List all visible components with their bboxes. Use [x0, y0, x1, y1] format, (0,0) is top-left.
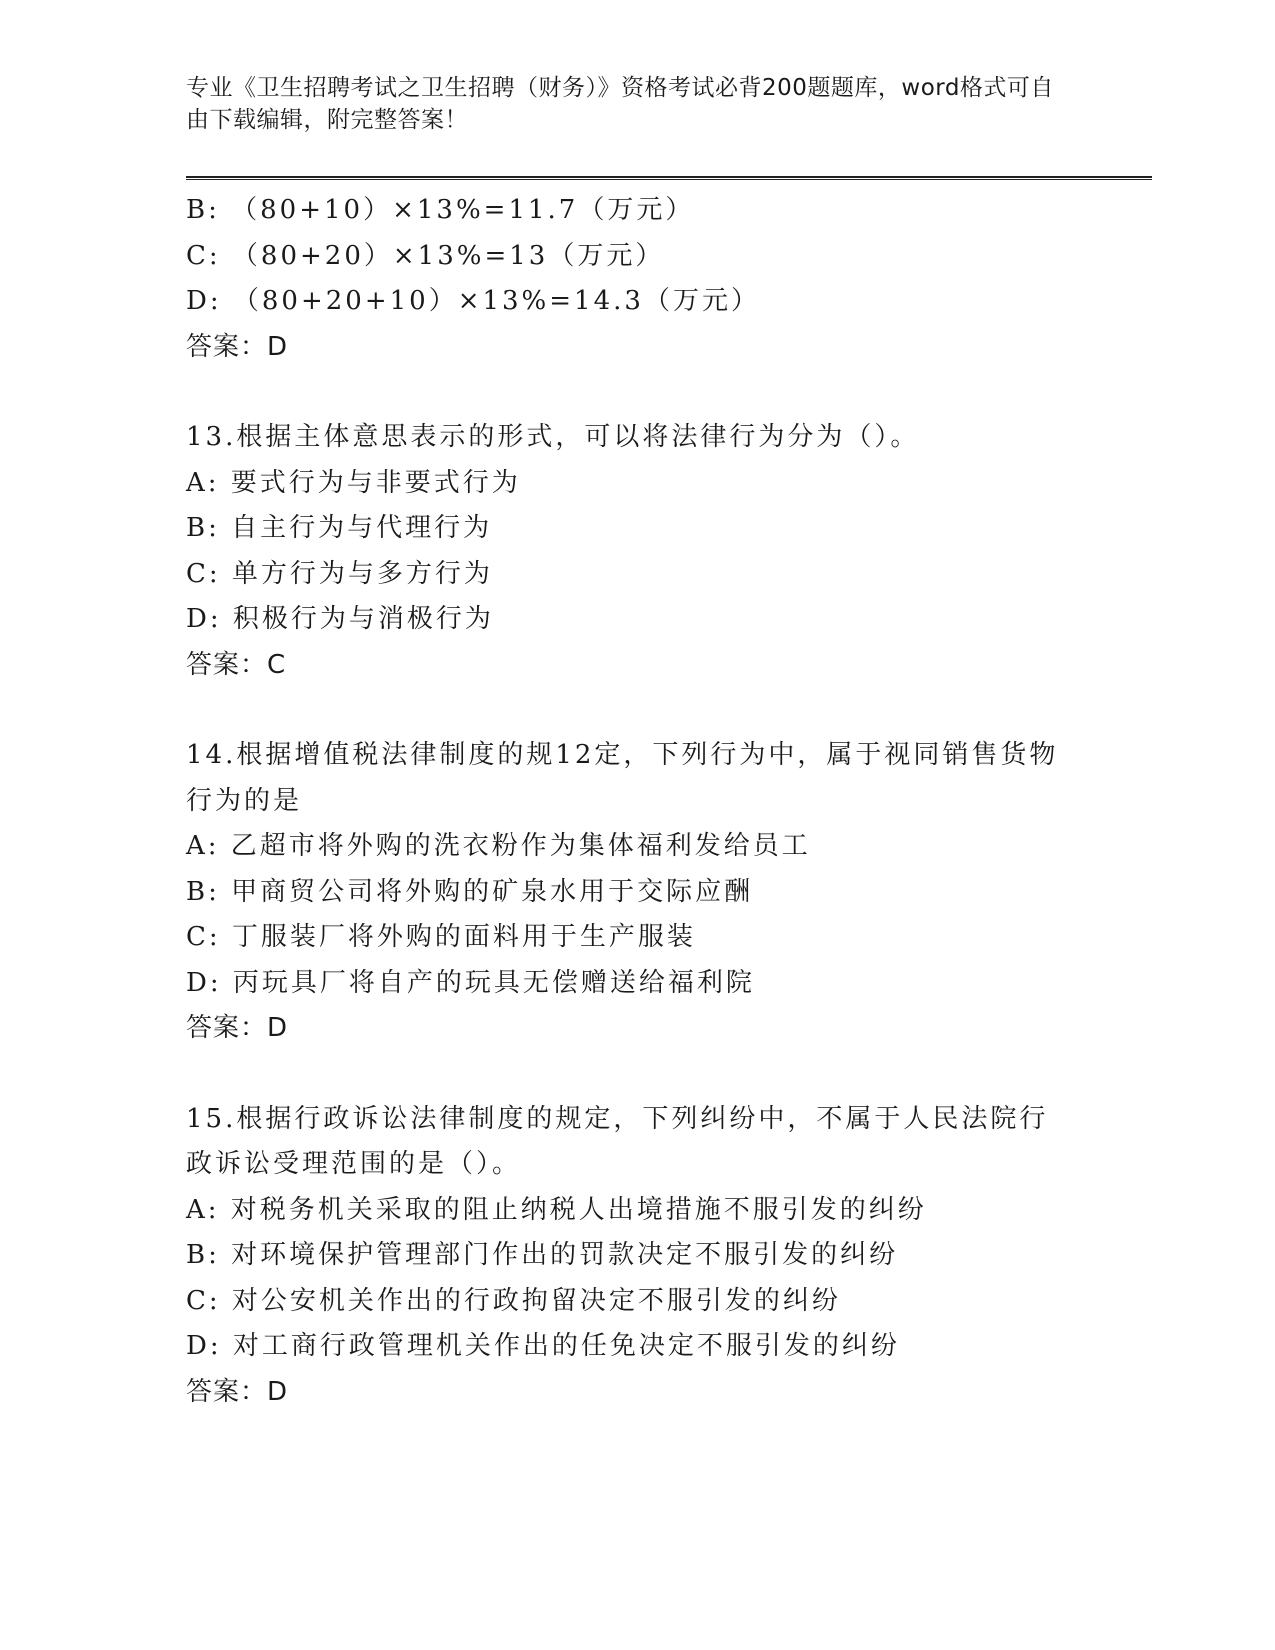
- option-a: A: 对税务机关采取的阻止纳税人出境措施不服引发的纠纷: [186, 1194, 927, 1225]
- option-b: B: 自主行为与代理行为: [186, 513, 493, 543]
- option-a: A: 要式行为与非要式行为: [186, 467, 521, 498]
- question-stem: 15.根据行政诉讼法律制度的规定，下列纠纷中，不属于人民法院行政诉讼受理范围的是（）。: [186, 1103, 1049, 1179]
- option-d: D: （80+20+10）×13%=14.3（万元）: [186, 286, 760, 316]
- answer-line: 答案：C: [186, 649, 287, 680]
- question-stem: 13.根据主体意思表示的形式，可以将法律行为分为（）。: [186, 422, 920, 452]
- document-header: 专业《卫生招聘考试之卫生招聘（财务）》资格考试必背200题题库，word格式可自由下载编辑，附完整答案！: [186, 75, 1054, 133]
- document-body: [186, 188, 1086, 1415]
- header-divider: [186, 176, 1152, 180]
- answer-line: 答案：D: [186, 331, 289, 362]
- option-b: B: 甲商贸公司将外购的矿泉水用于交际应酬: [186, 876, 754, 907]
- question-stem: 14.根据增值税法律制度的规12定，下列行为中，属于视同销售货物行为的是: [186, 740, 1059, 816]
- option-b: B: （80+10）×13%=11.7（万元）: [186, 195, 695, 225]
- option-b: B: 对环境保护管理部门作出的罚款决定不服引发的纠纷: [186, 1240, 899, 1270]
- option-d: D: 积极行为与消极行为: [186, 604, 494, 634]
- option-a: A: 乙超市将外购的洗衣粉作为集体福利发给员工: [186, 831, 811, 861]
- option-c: C: 单方行为与多方行为: [186, 558, 493, 589]
- carryover-question: [186, 188, 1086, 370]
- question-13: [186, 415, 1086, 688]
- option-d: D: 丙玩具厂将自产的玩具无偿赠送给福利院: [186, 967, 755, 998]
- option-c: C: （80+20）×13%=13（万元）: [186, 240, 665, 271]
- option-c: C: 丁服装厂将外购的面料用于生产服装: [186, 922, 696, 952]
- option-c: C: 对公安机关作出的行政拘留决定不服引发的纠纷: [186, 1285, 841, 1316]
- answer-line: 答案：D: [186, 1376, 289, 1407]
- answer-line: 答案：D: [186, 1013, 289, 1043]
- question-15: [186, 1097, 1086, 1416]
- question-14: [186, 733, 1086, 1052]
- option-d: D: 对工商行政管理机关作出的任免决定不服引发的纠纷: [186, 1331, 900, 1361]
